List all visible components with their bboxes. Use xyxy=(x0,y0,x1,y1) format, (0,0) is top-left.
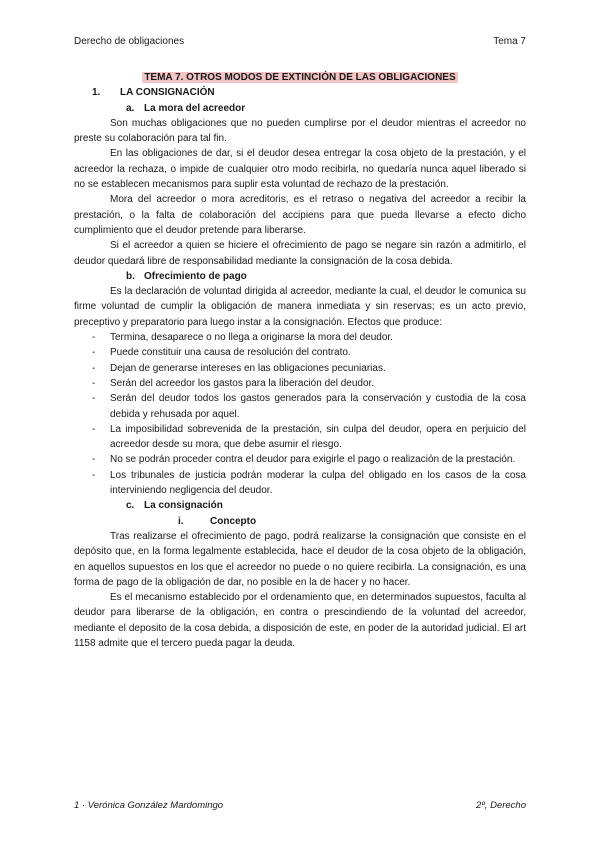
subheading-concepto: i. Concepto xyxy=(178,515,257,527)
list-item: - Serán del acreedor los gastos para la liberación del deudor. xyxy=(92,377,375,389)
subheading-la-consignacion: c. La consignación xyxy=(126,500,223,512)
list-item: - La imposibilidad sobrevenida de la prestación, sin culpa del deudor, opera en perjuicio del acreedor desde su mora, que debe asumir el riesgo. xyxy=(92,423,526,451)
paragraph: Si el acreedor a quien se hiciere el ofrecimiento de pago se negare sin razón a admitirlo, el deudor quedará libre de responsabilidad mediante la consignación de la cosa debida. xyxy=(74,240,526,267)
list-item: - Termina, desaparece o no llega a originarse la mora del deudor. xyxy=(92,332,393,344)
paragraph: Es la declaración de voluntad dirigida al acreedor, mediante la cual, el deudor le comunica su firme voluntad de cumplir la obligación de manera inmediata y sin reservas; es un acto previo, preceptivo y preparatorio para luego instar a la consignación. Efectos que produce: xyxy=(74,286,526,328)
page-footer xyxy=(74,800,526,811)
list-item: - Serán del deudor todos los gastos generados para la conservación y custodia de la cosa debida y rehusada por aquel. xyxy=(92,393,526,420)
list-item: - Puede constituir una causa de resolución del contrato. xyxy=(92,347,351,359)
paragraph: Son muchas obligaciones que no pueden cumplirse por el deudor mientras el acreedor no preste su colaboración para tal fin. xyxy=(74,117,526,145)
page-header xyxy=(74,36,526,47)
list-item: - Dejan de generarse intereses en las obligaciones pecuniarias. xyxy=(92,362,386,374)
section-heading-consignacion: 1. LA CONSIGNACIÓN xyxy=(92,87,215,99)
paragraph: Tras realizarse el ofrecimiento de pago, podrá realizarse la consignación que consiste en el depósito que, en la forma legalmente establecida, hace el deudor de la cosa objeto de la obligación, en aquellos supuestos en los que el acreedor no puede o no quiere recibirla. La consignación, es una forma de pago de la obligación de dar, no posible en la de hacer y no hacer. xyxy=(74,530,526,588)
document-title: TEMA 7. OTROS MODOS DE EXTINCIÓN DE LAS OBLIGACIONES xyxy=(144,72,456,83)
document-body xyxy=(74,70,526,651)
header-topic: Tema 7 xyxy=(493,36,526,47)
paragraph: Es el mecanismo establecido por el ordenamiento que, en determinados supuestos, faculta al deudor para liberarse de la obligación, en contra o prescindiendo de la voluntad del acreedor, mediante el deposito de la cosa debida, a disposición de este, en poder de la autoridad judicial. El art 1158 admite que el tercero pueda pagar la deuda. xyxy=(74,592,526,649)
effects-list xyxy=(74,330,526,498)
paragraph: En las obligaciones de dar, si el deudor desea entregar la cosa objeto de la prestación, y el acreedor la rechaza, o impide de cualquier otro modo recibirla, no quedaría nunca aquel liberado si no se establecen mecanismos para suplir esta voluntad de rechazo de la prestación. xyxy=(74,148,526,191)
list-item: - Los tribunales de justicia podrán moderar la culpa del obligado en los casos de la cosa interviniendo negligencia del deudor. xyxy=(92,469,526,497)
footer-author: 1 · Verónica González Mardomingo xyxy=(74,800,224,811)
subheading-mora-acreedor: a. La mora del acreedor xyxy=(126,102,246,114)
footer-course: 2º, Derecho xyxy=(476,800,526,811)
paragraph: Mora del acreedor o mora acreditoris, es el retraso o negativa del acreedor a recibir la prestación, o la falta de colaboración del accipiens para que pueda llevarse a efecto dicho cumplimiento que el deudor pretende para liberarse. xyxy=(74,194,526,236)
list-item: - No se podrán proceder contra el deudor para exigirle el pago o realización de la prestación. xyxy=(92,454,516,466)
header-course: Derecho de obligaciones xyxy=(74,36,185,47)
subheading-ofrecimiento-pago: b. Ofrecimiento de pago xyxy=(126,270,247,282)
